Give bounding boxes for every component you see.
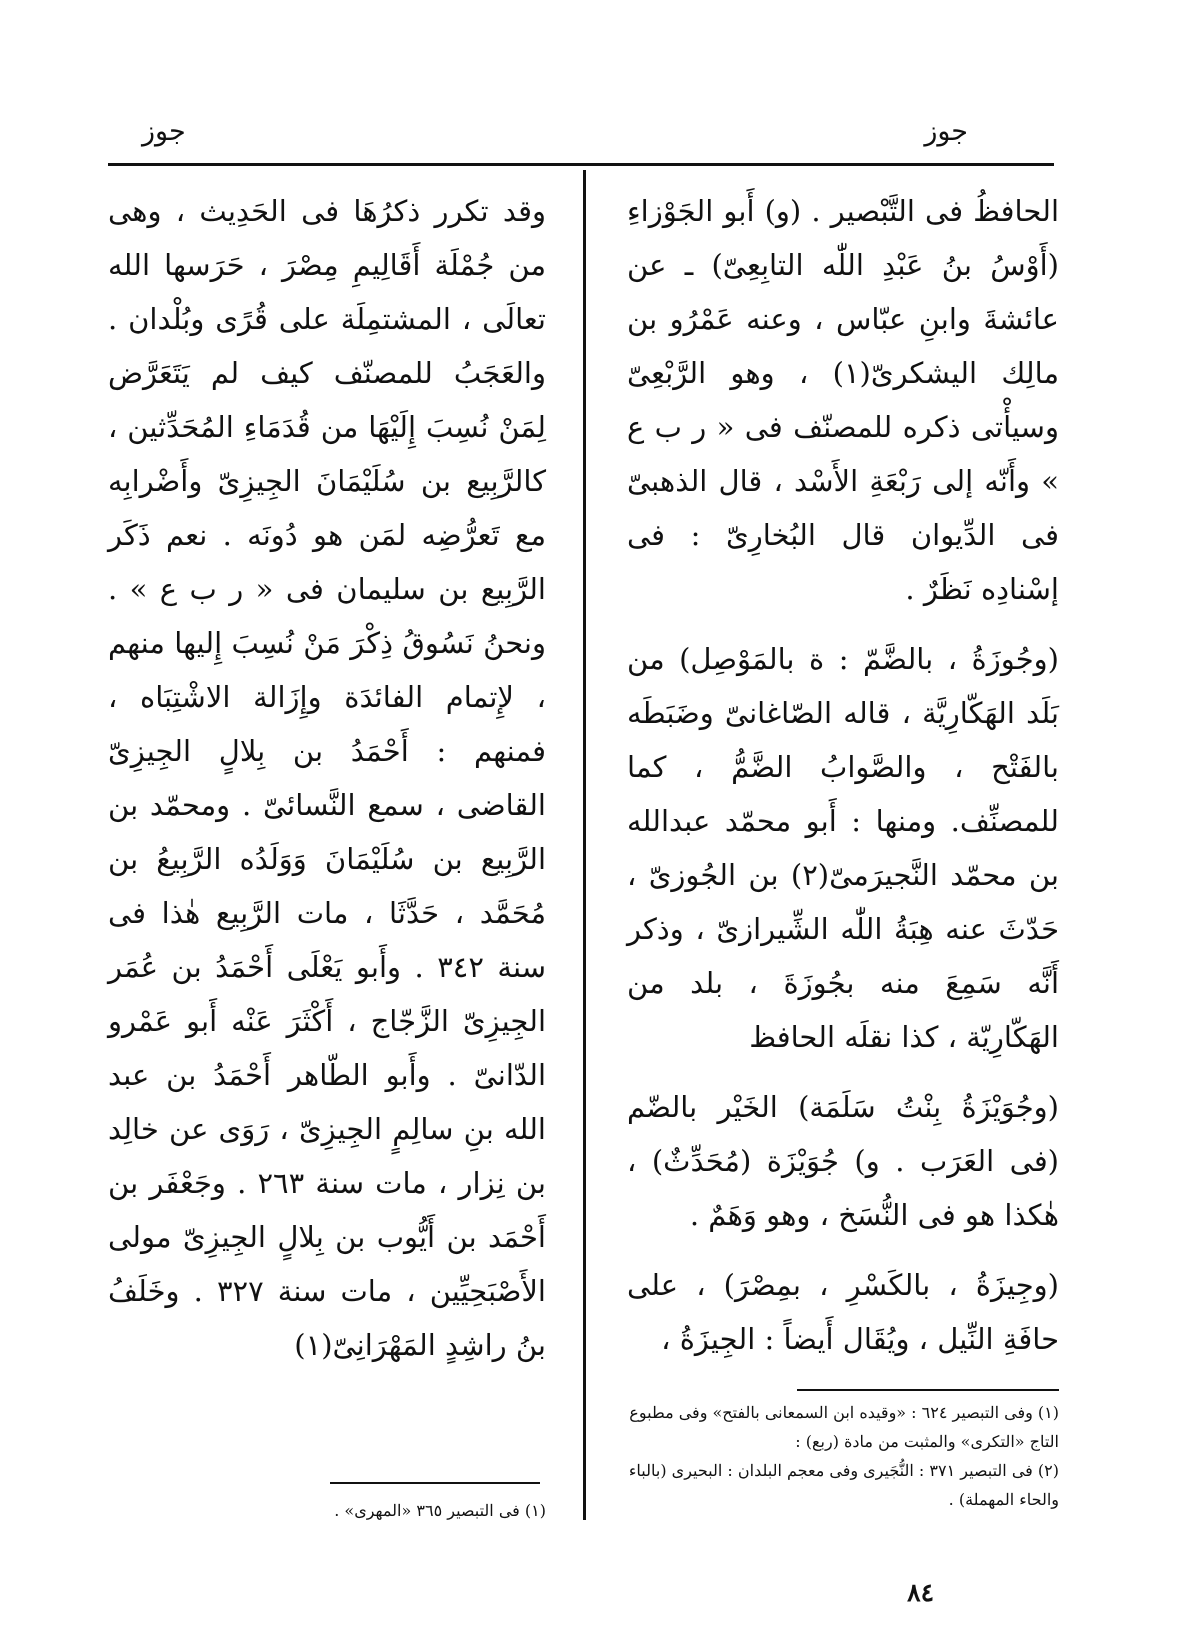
page-number: ٨٤ [907,1578,934,1607]
right-paragraph-3: (وجُوَيْزَةُ بِنْتُ سَلَمَة) الخَيْر بالضّم (فى العَرَب . و) جُوَيْزَة (مُحَدِّثٌ) ، هٰكذا هو فى النُّسَخ ، وهو وَهَمٌ . [627,1090,1059,1232]
right-paragraph-1: الحافظُ فى التَّبْصير . (و) أَبو الجَوْزاءِ (أَوْسُ بنُ عَبْدِ اللّٰه التابِعِىّ) ـ عن عائشةَ وابنِ عبّاس ، وعنه عَمْرُو بن مالِك اليشكرىّ(١) ، وهو الرَّبْعِىّ وسيأْتى ذكره للمصنّف فى « ر ب ع » وأَنّه إلى رَبْعَةِ الأَسْد ، قال الذهبىّ فى الدِّيوان قال البُخارِىّ : فى إسْنادِه نَظَرٌ . [627,194,1059,606]
left-footnote-rule [330,1482,540,1484]
right-footnote-2: (٢) فى التبصير ٣٧١ : النُّجَيرى وفى معجم البلدان : البحيرى (بالباء والحاء المهملة) . [628,1461,1059,1509]
right-footnote-1: (١) وفى التبصير ٦٢٤ : «وقيده ابن السمعانى بالفتح» وفى مطبوع التاج «التكرى» والمثبت من مادة (ربع) : [629,1403,1059,1451]
right-paragraph-4: (وجِيزَةُ ، بالكَسْرِ ، بمِصْرَ) ، على حافَةِ النِّيل ، ويُقَال أَيضاً : الجِيزَةُ ، [627,1268,1059,1356]
right-paragraph-2: (وجُوزَةُ ، بالضَّمّ : ة بالمَوْصِل) من بَلَد الهَكّارِيَّة ، قاله الصّاغانىّ وضَبَطَه بالفَتْح ، والصَّوابُ الضَّمُّ ، كما للمصنِّف. ومنها : أَبو محمّد عبدالله بن محمّد النَّجيرَمىّ(٢) بن الجُوزىّ ، حَدّثَ عنه هِبَةُ اللّٰه الشِّيرازىّ ، وذكر أَنَّه سَمِعَ منه بجُوزَةَ ، بلد من الهَكّارِيّة ، كذا نقلَه الحافظ [627,642,1059,1054]
header-rule [108,163,1054,166]
left-text-column [108,184,546,1372]
right-text-column [627,184,1059,1366]
left-footnote-1: (١) فى التبصير ٣٦٥ «المهرى» . [334,1501,546,1520]
left-paragraph-1: وقد تكرر ذكرُهَا فى الحَدِيث ، وهى من جُمْلَة أَقَالِيمِ مِصْرَ ، حَرَسها الله تعالَى ، المشتمِلَة على قُرًى وبُلْدان . والعَجَبُ للمصنّف كيف لم يَتَعَرَّض لِمَنْ نُسِبَ إِلَيْهَا من قُدَمَاءِ المُحَدِّثين ، كالرَّبِيع بن سُلَيْمَانَ الجِيزِىّ وأَضْرابِه مع تَعرُّضِه لمَن هو دُونَه . نعم ذَكَر الرَّبِيع بن سليمان فى « ر ب ع » . ونحنُ نَسُوقُ ذِكْرَ مَنْ نُسِبَ إِليها منهم ، لإِتمام الفائدَة وإِزَالة الاشْتِبَاه ، فمنهم : أَحْمَدُ بن بِلالٍ الجِيزِىّ القاضى ، سمع النَّسائىّ . ومحمّد بن الرَّبِيع بن سُلَيْمَانَ وَوَلَدُه الرَّبِيعُ بن مُحَمَّد ، حَدَّثَا ، مات الرَّبِيع هٰذا فى سنة ٣٤٢ . وأَبو يَعْلَى أَحْمَدُ بن عُمَر الجِيزِىّ الزَّجّاج ، أَكْثَرَ عَنْه أَبو عَمْرو الدّانىّ . وأَبو الطّاهر أَحْمَدُ بن عبد الله بنِ سالِمٍ الجِيزِىّ ، رَوَى عن خالِد بن نِزار ، مات سنة ٢٦٣ . وجَعْفَر بن أَحْمَد بن أَيُّوب بن بِلالٍ الجِيزِىّ مولى الأَصْبَحِيِّين ، مات سنة ٣٢٧ . وخَلَفُ بنُ راشِدٍ المَهْرَانِىّ(١) [108,194,546,1362]
left-running-headword: جوز [142,116,186,147]
right-footnote-rule [797,1389,1059,1391]
right-running-headword: جوز [924,116,968,147]
right-footnotes [627,1398,1059,1514]
column-divider [583,170,586,1520]
left-footnotes [108,1496,546,1525]
